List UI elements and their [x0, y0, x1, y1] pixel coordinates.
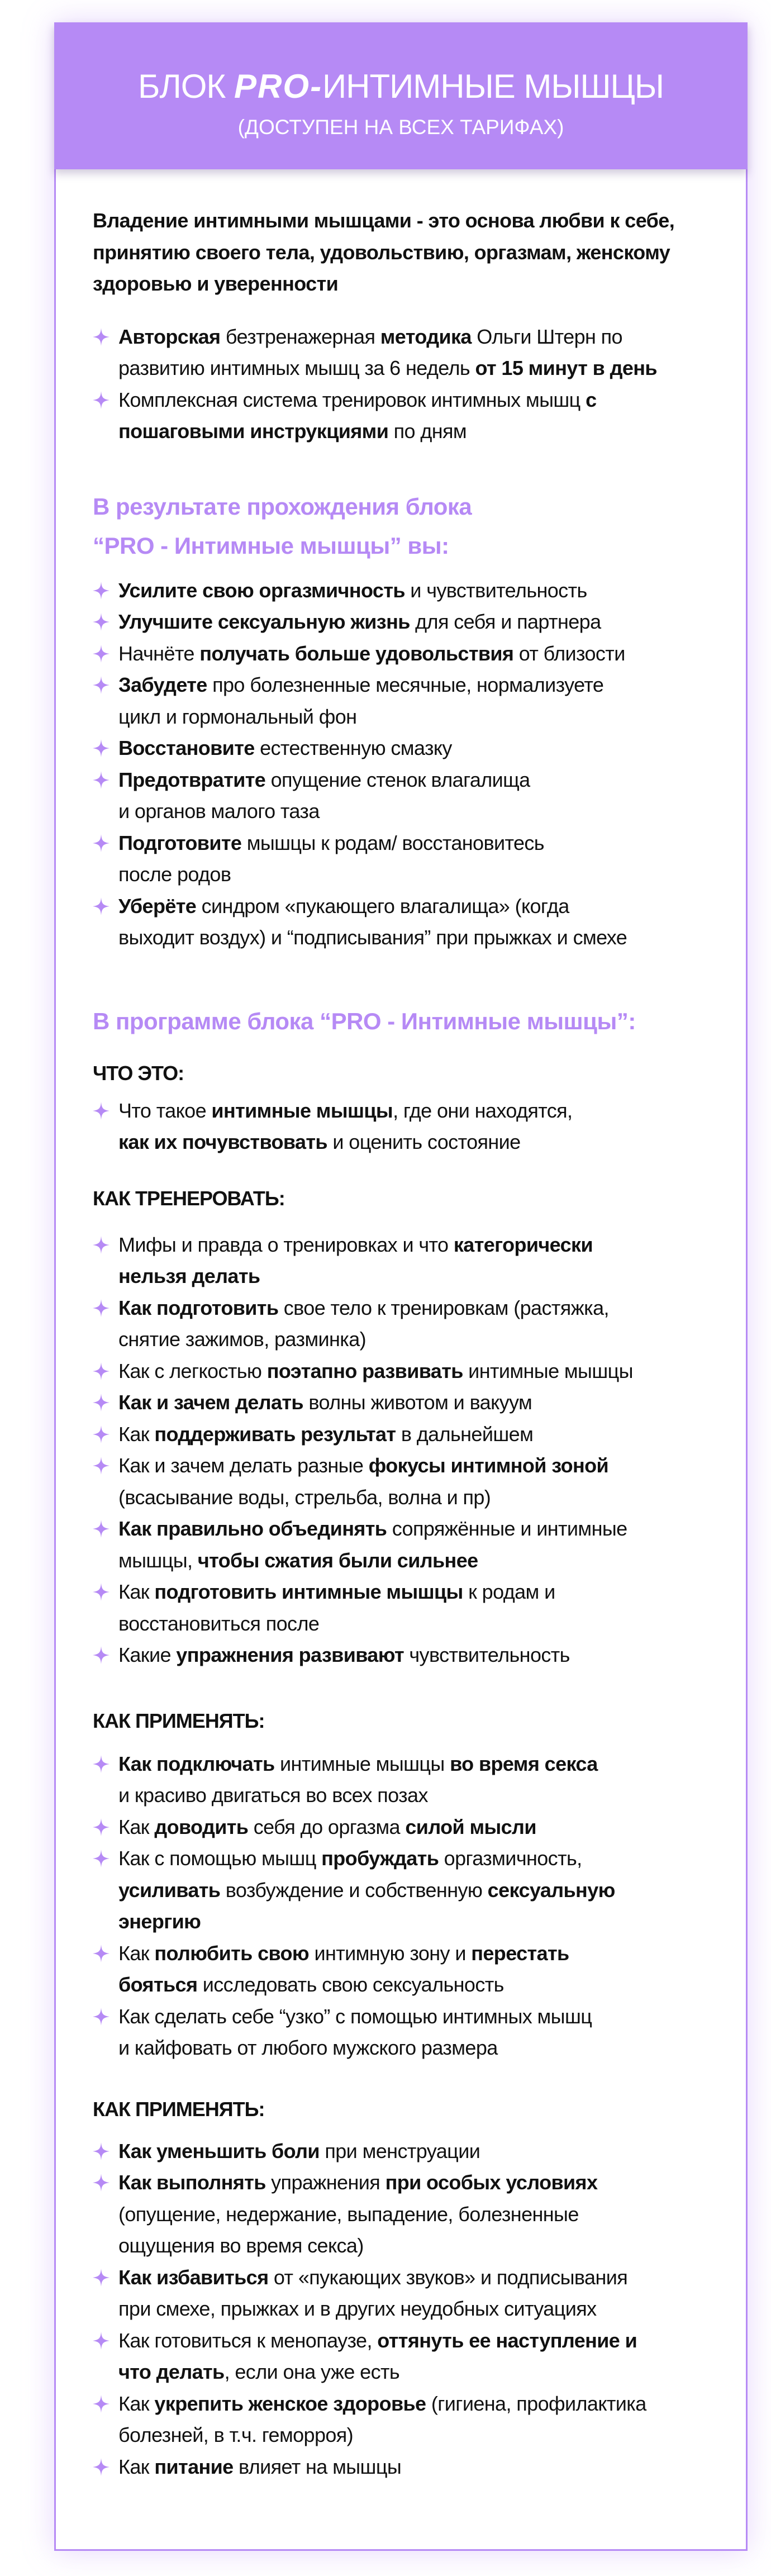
bold-text: категорически [453, 1233, 593, 1256]
text-segment: чувствительность [404, 1643, 570, 1666]
text-segment: принятию своего тела, удовольствию, оргазмам, женскому [93, 240, 670, 264]
sparkle-star-icon [93, 2458, 110, 2476]
text-segment: свое тело к тренировкам (растяжка, [278, 1296, 609, 1319]
bold-text: Усилите свою оргазмичность [118, 578, 405, 602]
bullet-list [93, 2136, 735, 2483]
list-item [93, 2167, 735, 2262]
text-segment: (опущение, недержание, выпадение, болезненные [118, 2202, 579, 2226]
list-item [93, 828, 735, 891]
card-content [93, 205, 735, 2483]
bold-text: Как уменьшить боли [118, 2139, 320, 2162]
text-line [118, 2451, 735, 2483]
bold-text: силой мысли [405, 1815, 536, 1838]
section-heading-line: “PRO - Интимные мышцы” вы: [93, 532, 449, 559]
sparkle-star-icon [93, 676, 110, 694]
list-item [93, 2262, 735, 2325]
text-line [118, 2032, 735, 2064]
text-segment: от «пукающих звуков» и подписывания [268, 2265, 628, 2289]
list-item [93, 1356, 735, 1387]
sparkle-star-icon [93, 897, 110, 915]
text-segment: Владение интимными мышцами - это основа любви к себе, [93, 209, 675, 232]
section-heading-line: В программе блока “PRO - Интимные мышцы”: [93, 1007, 636, 1034]
bold-text: подготовить интимные мышцы [154, 1580, 463, 1603]
bold-text: перестать [471, 1941, 569, 1965]
bold-text: усиливать [118, 1878, 221, 1902]
list-item [93, 2388, 735, 2451]
card-header [54, 22, 748, 169]
sparkle-star-icon [93, 1362, 110, 1380]
text-segment: развитию интимных мышц за 6 недель [118, 357, 475, 379]
bold-text: Восстановите [118, 736, 255, 759]
bold-text: Как выполнять [118, 2171, 266, 2194]
text-segment: Как [118, 1422, 155, 1446]
text-segment: оргазмичность, [439, 1847, 582, 1870]
bullet-list [93, 1229, 735, 1671]
text-segment: от близости [513, 641, 625, 665]
text-segment: снятие зажимов, разминка) [118, 1328, 367, 1351]
list-item [93, 891, 735, 954]
list-item [93, 1513, 735, 1576]
bold-text: поэтапно развивать [266, 1359, 463, 1382]
text-line [118, 1608, 735, 1640]
text-line [118, 606, 735, 638]
bold-text: доводить [154, 1815, 249, 1838]
subsection-heading: КАК ПРИМЕНЯТЬ: [93, 2097, 265, 2121]
bullet-list [93, 321, 735, 448]
sparkle-star-icon [93, 582, 110, 600]
bold-text: Авторская [118, 325, 221, 348]
text-line [118, 2388, 735, 2420]
section-heading [93, 487, 735, 565]
bold-text: полюбить свою [154, 1941, 310, 1965]
text-line [118, 1780, 735, 1812]
text-segment: в дальнейшем [396, 1422, 534, 1446]
section-heading [93, 1002, 735, 1041]
text-line [118, 1356, 735, 1387]
bold-text: Забудете [118, 673, 207, 696]
text-line [118, 1906, 735, 1938]
list-item [93, 2325, 735, 2388]
text-line [118, 2420, 735, 2451]
text-segment: Как [118, 1580, 155, 1603]
text-line [118, 764, 735, 796]
text-line [118, 2262, 735, 2294]
text-segment: себя до оргазма [248, 1815, 406, 1838]
list-item [93, 321, 735, 384]
list-item [93, 1450, 735, 1513]
text-line [118, 922, 735, 954]
bold-text: Подготовите [118, 831, 242, 854]
text-line [118, 1482, 735, 1514]
text-line [118, 1324, 735, 1356]
text-segment: (всасывание воды, стрельба, волна и пр) [118, 1485, 491, 1509]
pro-block-card [54, 22, 748, 2551]
text-segment: синдром «пукающего влагалища» (когда [196, 894, 569, 918]
text-segment: выходит воздух) и “подписывания” при прыжках и смехе [118, 926, 627, 949]
text-line [118, 321, 735, 353]
text-line [118, 1812, 735, 1843]
bold-text: Как правильно объединять [118, 1517, 387, 1540]
text-segment: упражнения [265, 2171, 386, 2194]
sparkle-star-icon [93, 1236, 110, 1254]
bold-text: пошаговыми инструкциями [118, 420, 389, 443]
sparkle-star-icon [93, 391, 110, 409]
text-segment: Как сделать себе “узко” с помощью интимных мышц [118, 2004, 592, 2028]
list-item [93, 669, 735, 733]
list-item [93, 1938, 735, 2001]
subsection-heading: КАК ПРИМЕНЯТЬ: [93, 1709, 265, 1732]
text-line [118, 1969, 735, 2001]
text-line [118, 669, 735, 701]
list-item [93, 606, 735, 638]
bold-text: укрепить женское здоровье [154, 2392, 426, 2415]
text-line [118, 2356, 735, 2388]
bold-text: Улучшите сексуальную жизнь [118, 610, 410, 633]
text-line [93, 205, 735, 237]
text-line [118, 2325, 735, 2357]
bold-text: поддерживать результат [154, 1422, 396, 1446]
list-item [93, 1639, 735, 1671]
text-segment: про болезненные месячные, нормализуете [207, 673, 604, 696]
list-item [93, 638, 735, 670]
bold-text: энергию [118, 1910, 201, 1933]
text-segment: мышцы, [118, 1548, 198, 1572]
text-segment: Ольги Штерн по [471, 325, 622, 348]
bold-text: как их почувствовать [118, 1130, 327, 1153]
bold-text: Как и зачем делать [118, 1391, 303, 1414]
text-segment: опущение стенок влагалища [265, 768, 530, 791]
bold-text: бояться [118, 1973, 198, 1996]
text-line [118, 1545, 735, 1577]
text-segment: и органов малого таза [118, 800, 320, 823]
bold-text: Предотвратите [118, 768, 266, 791]
text-line [118, 1576, 735, 1608]
sparkle-star-icon [93, 2008, 110, 2026]
text-line [118, 1419, 735, 1451]
text-line [118, 2001, 735, 2033]
list-item [93, 764, 735, 828]
sparkle-star-icon [93, 1299, 110, 1317]
bullet-list [93, 1095, 735, 1158]
text-line [118, 796, 735, 828]
text-segment: Как [118, 1815, 155, 1838]
text-line [118, 2293, 735, 2325]
bold-text: получать больше удовольствия [199, 641, 514, 665]
list-item [93, 733, 735, 764]
text-segment: Что такое [118, 1099, 212, 1122]
list-item [93, 1292, 735, 1356]
bold-text: Как избавиться [118, 2265, 269, 2289]
text-segment: для себя и партнера [410, 610, 601, 633]
sparkle-star-icon [93, 1457, 110, 1475]
text-segment: и кайфовать от любого мужского размера [118, 2036, 498, 2059]
bullet-list [93, 575, 735, 954]
list-item [93, 1812, 735, 1843]
sparkle-star-icon [93, 739, 110, 757]
sparkle-star-icon [93, 1102, 110, 1120]
text-segment: волны животом и вакуум [303, 1391, 532, 1414]
bold-text: Как подключать [118, 1752, 275, 1775]
text-segment: при менструации [319, 2139, 480, 2162]
text-segment: Комплексная система тренировок интимных мышц [118, 388, 586, 411]
bold-text: Уберёте [118, 894, 197, 918]
text-line [118, 1843, 735, 1875]
sparkle-star-icon [93, 1520, 110, 1538]
text-segment: интимную зону и [309, 1941, 472, 1965]
text-line [118, 353, 735, 384]
text-segment: Как с легкостью [118, 1359, 267, 1382]
text-segment: Как [118, 2392, 155, 2415]
text-line [118, 575, 735, 607]
bold-text: методика [380, 325, 472, 348]
bold-text: с [586, 388, 597, 411]
text-line [118, 1127, 735, 1158]
subsection-heading: КАК ТРЕНЕРОВАТЬ: [93, 1186, 285, 1210]
text-segment: Начнёте [118, 641, 200, 665]
text-line [118, 2167, 735, 2199]
sparkle-star-icon [93, 1583, 110, 1601]
bullet-list [93, 1748, 735, 2064]
bold-text: интимные мышцы [211, 1099, 393, 1122]
text-segment: к родам и [463, 1580, 555, 1603]
list-item [93, 1387, 735, 1419]
text-segment: и чувствительность [404, 578, 587, 602]
bold-text: пробуждать [321, 1847, 439, 1870]
text-segment: Какие [118, 1643, 177, 1666]
sparkle-star-icon [93, 1425, 110, 1443]
bold-text: от 15 минут в день [475, 357, 657, 379]
bold-text: упражнения развивают [176, 1643, 404, 1666]
text-segment: влияет на мышцы [233, 2455, 402, 2478]
text-segment: интимные мышцы [274, 1752, 450, 1775]
text-segment: здоровью и уверенности [93, 272, 339, 295]
block-title [54, 67, 748, 106]
list-item [93, 1748, 735, 1812]
text-segment: естественную смазку [254, 736, 452, 759]
text-line [118, 1387, 735, 1419]
text-line [118, 2230, 735, 2262]
list-item [93, 1229, 735, 1292]
text-segment: мышцы к родам/ восстановитесь [241, 831, 544, 854]
text-segment: ощущения во время секса) [118, 2234, 364, 2257]
text-segment: при смехе, прыжках и в других неудобных ситуациях [118, 2297, 597, 2320]
text-segment: Как [118, 2455, 155, 2478]
text-segment: интимные мышцы [463, 1359, 633, 1382]
list-item [93, 1843, 735, 1938]
text-line [118, 1095, 735, 1127]
bold-text: Как подготовить [118, 1296, 279, 1319]
list-item [93, 2001, 735, 2064]
text-segment: восстановиться после [118, 1612, 320, 1635]
intro-paragraph [93, 205, 735, 300]
list-item [93, 1419, 735, 1451]
text-segment: и оценить состояние [327, 1130, 521, 1153]
text-line [93, 268, 735, 300]
sparkle-star-icon [93, 328, 110, 346]
sparkle-star-icon [93, 2332, 110, 2350]
bold-text: что делать [118, 2360, 225, 2383]
title-prefix: БЛОК [138, 68, 235, 105]
text-segment: после родов [118, 863, 231, 886]
sparkle-star-icon [93, 1818, 110, 1836]
title-suffix: ИНТИМНЫЕ МЫШЦЫ [322, 68, 664, 105]
sparkle-star-icon [93, 771, 110, 789]
text-line [93, 237, 735, 269]
text-segment: Как готовиться к менопаузе, [118, 2328, 378, 2352]
text-segment: и красиво двигаться во всех позах [118, 1784, 428, 1807]
subsection-heading: ЧТО ЭТО: [93, 1061, 184, 1085]
block-subtitle: (ДОСТУПЕН НА ВСЕХ ТАРИФАХ) [237, 116, 564, 139]
sparkle-star-icon [93, 1945, 110, 1962]
text-line [118, 1938, 735, 1970]
text-line [118, 701, 735, 733]
text-line [118, 384, 735, 416]
section-heading-line: В результате прохождения блока [93, 493, 472, 520]
text-segment: исследовать свою сексуальность [197, 1973, 504, 1996]
text-segment: безтренажерная [220, 325, 380, 348]
text-line [118, 1875, 735, 1907]
list-item [93, 384, 735, 448]
bold-text: во время секса [450, 1752, 598, 1775]
bold-text: питание [154, 2455, 234, 2478]
text-line [118, 2136, 735, 2168]
text-segment: Мифы и правда о тренировках и что [118, 1233, 454, 1256]
list-item [93, 1576, 735, 1639]
text-segment: Как [118, 1941, 155, 1965]
bold-text: чтобы сжатия были сильнее [197, 1548, 478, 1572]
text-line [118, 828, 735, 859]
text-line [118, 733, 735, 764]
text-segment: по дням [388, 420, 467, 443]
text-segment: Как и зачем делать разные [118, 1454, 369, 1477]
title-pro: PRO- [234, 68, 323, 105]
list-item [93, 575, 735, 607]
sparkle-star-icon [93, 1646, 110, 1664]
text-segment: сопряжённые и интимные [387, 1517, 627, 1540]
sparkle-star-icon [93, 613, 110, 631]
text-line [118, 891, 735, 923]
sparkle-star-icon [93, 2269, 110, 2287]
sparkle-star-icon [93, 2142, 110, 2160]
text-line [118, 1229, 735, 1261]
text-line [118, 2199, 735, 2231]
text-line [118, 416, 735, 448]
sparkle-star-icon [93, 1394, 110, 1411]
text-line [118, 638, 735, 670]
text-line [118, 1292, 735, 1324]
sparkle-star-icon [93, 645, 110, 663]
text-line [118, 1261, 735, 1292]
bold-text: нельзя делать [118, 1265, 260, 1287]
text-segment: возбуждение и собственную [220, 1878, 488, 1902]
text-segment: цикл и гормональный фон [118, 705, 357, 728]
text-line [118, 1513, 735, 1545]
text-segment: болезней, в т.ч. геморроя) [118, 2423, 354, 2446]
sparkle-star-icon [93, 2174, 110, 2192]
text-line [118, 859, 735, 891]
text-segment: , если она уже есть [224, 2360, 400, 2383]
bold-text: фокусы интимной зоной [368, 1454, 609, 1477]
text-segment: (гигиена, профилактика [426, 2392, 646, 2415]
text-line [118, 1748, 735, 1780]
text-segment: , где они находятся, [393, 1099, 573, 1122]
sparkle-star-icon [93, 1850, 110, 1867]
text-line [118, 1450, 735, 1482]
text-line [118, 1639, 735, 1671]
list-item [93, 1095, 735, 1158]
text-segment: Как с помощью мышц [118, 1847, 322, 1870]
bold-text: сексуальную [487, 1878, 615, 1902]
bold-text: оттянуть ее наступление и [377, 2328, 637, 2352]
bold-text: при особых условиях [385, 2171, 598, 2194]
sparkle-star-icon [93, 1755, 110, 1773]
list-item [93, 2451, 735, 2483]
sparkle-star-icon [93, 2395, 110, 2413]
list-item [93, 2136, 735, 2168]
sparkle-star-icon [93, 834, 110, 852]
